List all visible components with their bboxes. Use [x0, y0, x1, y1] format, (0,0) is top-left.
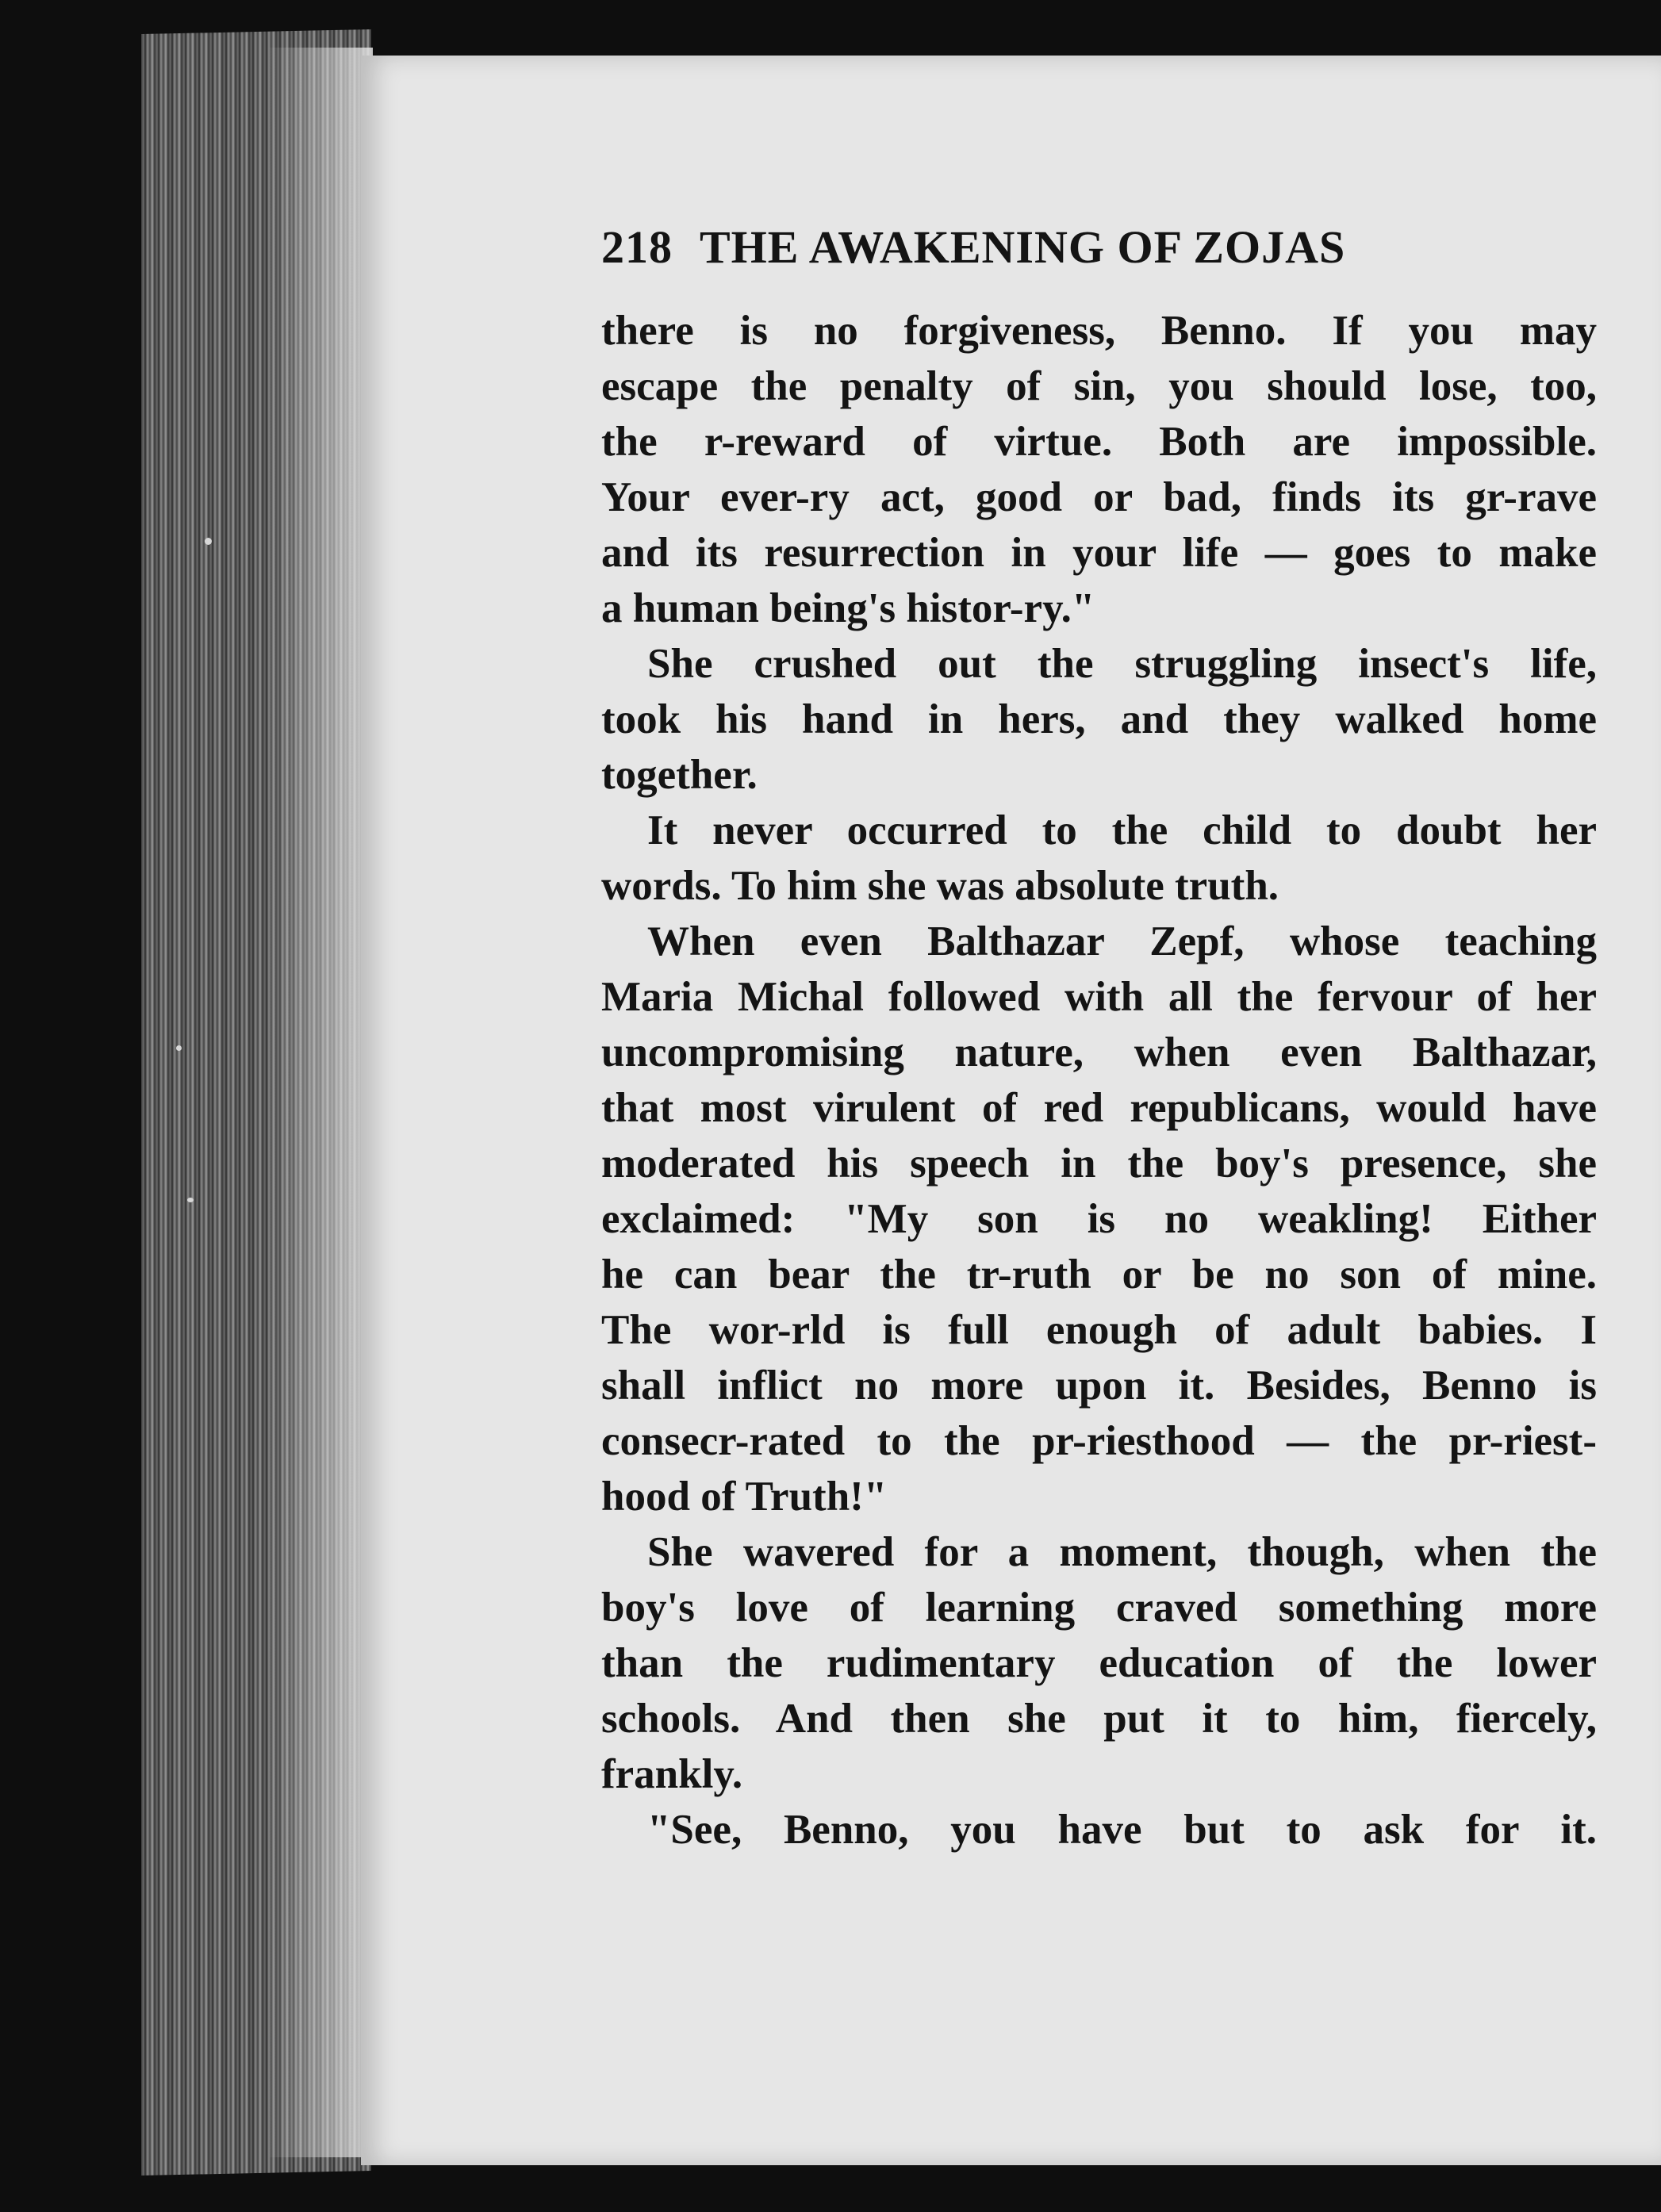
- text-line: there is no forgiveness, Benno. If you may: [601, 308, 1597, 354]
- text-line: exclaimed: "My son is no weakling! Either: [601, 1196, 1597, 1242]
- text-line: the r-reward of virtue. Both are impossible.: [601, 419, 1597, 465]
- text-line: he can bear the tr-ruth or be no son of mine.: [601, 1252, 1597, 1298]
- dust-speck: [176, 1045, 182, 1051]
- text-line: than the rudimentary education of the lower: [601, 1640, 1597, 1686]
- page-number: 218: [601, 221, 673, 273]
- dust-speck: [187, 1198, 194, 1202]
- text-line: a human being's histor-ry.": [601, 585, 1095, 631]
- running-title: THE AWAKENING OF ZOJAS: [700, 221, 1346, 273]
- text-line: Maria Michal followed with all the fervour of her: [601, 974, 1597, 1020]
- text-line: She wavered for a moment, though, when the: [647, 1529, 1597, 1575]
- running-head: [601, 220, 1597, 287]
- text-line: together.: [601, 752, 758, 798]
- text-line: escape the penalty of sin, you should lose, too,: [601, 363, 1597, 409]
- text-line: boy's love of learning craved something more: [601, 1585, 1597, 1631]
- text-line: that most virulent of red republicans, would have: [601, 1085, 1597, 1131]
- text-line: schools. And then she put it to him, fiercely,: [601, 1696, 1597, 1742]
- text-line: shall inflict no more upon it. Besides, Benno is: [601, 1363, 1597, 1409]
- text-line: took his hand in hers, and they walked home: [601, 696, 1597, 742]
- page-edges-highlight: [270, 48, 373, 2157]
- text-line: and its resurrection in your life — goes to make: [601, 530, 1597, 576]
- text-line: frankly.: [601, 1751, 743, 1797]
- text-line: hood of Truth!": [601, 1474, 888, 1520]
- text-line: consecr-rated to the pr-riesthood — the pr-riest-: [601, 1418, 1597, 1464]
- text-line: "See, Benno, you have but to ask for it.: [647, 1807, 1597, 1853]
- dust-speck: [205, 538, 212, 545]
- text-line: It never occurred to the child to doubt her: [647, 807, 1597, 853]
- text-line: words. To him she was absolute truth.: [601, 863, 1279, 909]
- text-line: uncompromising nature, when even Balthazar,: [601, 1029, 1597, 1075]
- text-line: She crushed out the struggling insect's life,: [647, 641, 1597, 687]
- page-text: [601, 220, 1597, 1857]
- text-line: moderated his speech in the boy's presence, she: [601, 1141, 1597, 1187]
- text-line: When even Balthazar Zepf, whose teaching: [647, 918, 1597, 964]
- text-line: Your ever-ry act, good or bad, finds its gr-rave: [601, 474, 1597, 520]
- text-line: The wor-rld is full enough of adult babies. I: [601, 1307, 1597, 1353]
